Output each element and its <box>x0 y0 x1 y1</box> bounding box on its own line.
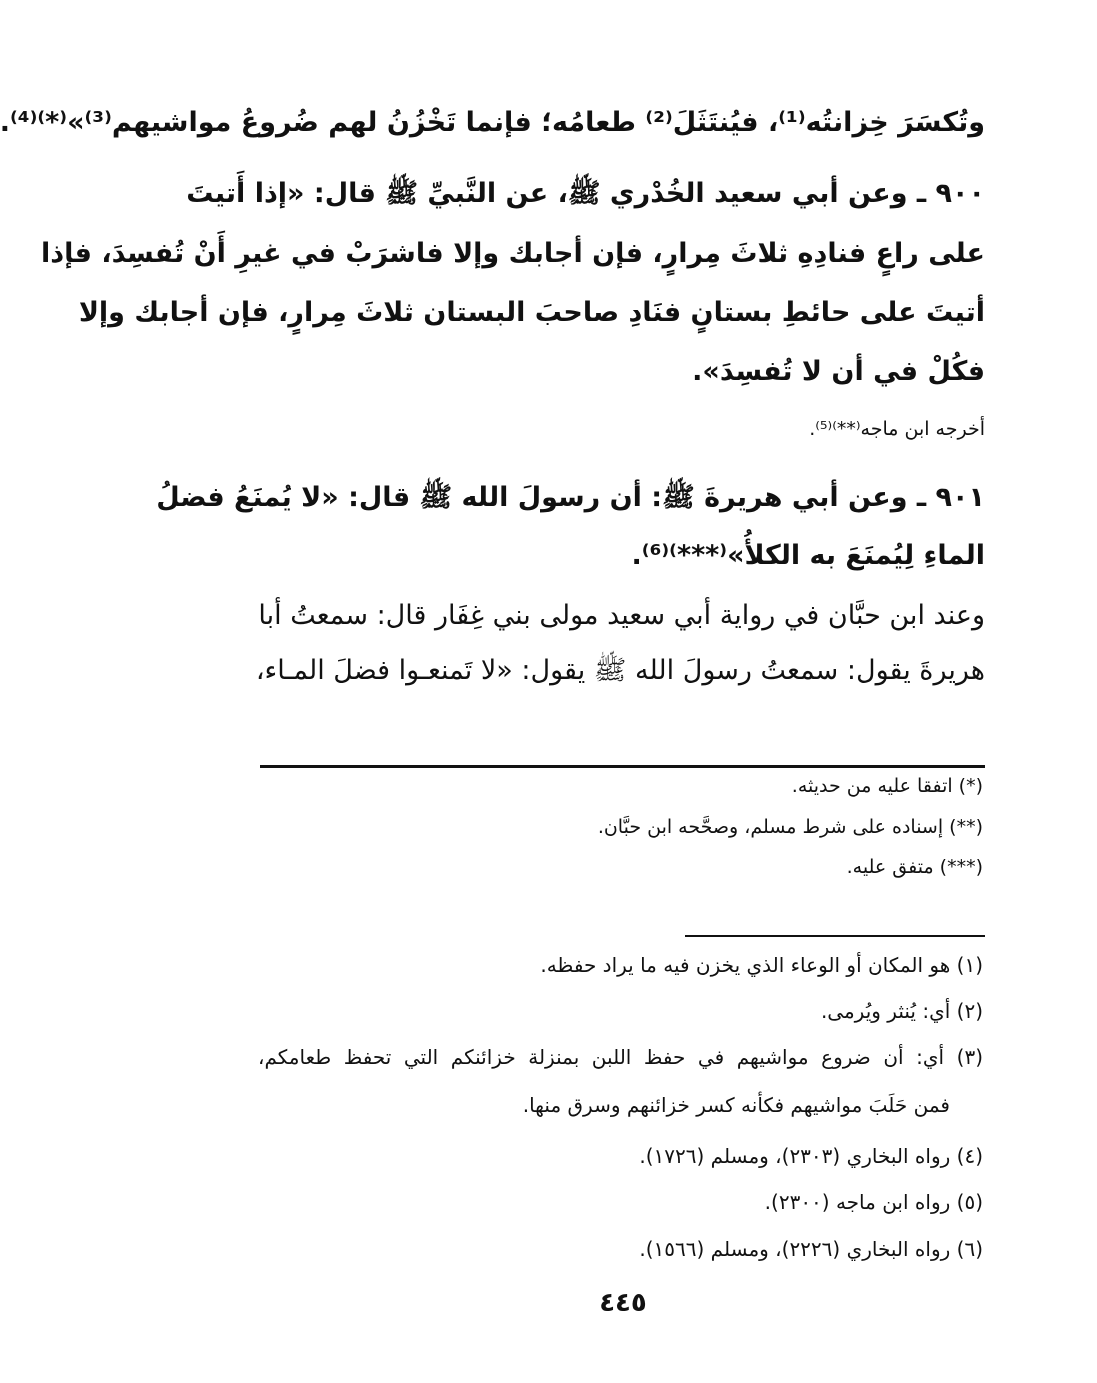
footnote-3-line-2: فمن حَلَبَ مواشيهم فكأنه كسر خزائنهم وسرق منها. <box>522 1093 950 1117</box>
ibn-hibban-line-2: هريرةَ يقول: سمعتُ رسولَ الله ﷺ يقول: «لا تَمنعـوا فضلَ المـاء، <box>255 655 985 686</box>
page-number: ٤٤٥ <box>599 1288 647 1318</box>
hadith-900-source: أخرجه ابن ماجه⁽**⁾⁽⁵⁾. <box>809 418 985 440</box>
footnote-1: (١) هو المكان أو الوعاء الذي يخزن فيه ما يراد حفظه. <box>540 953 983 977</box>
hadith-900-line-3: أتيتَ على حائطِ بستانٍ فنَادِ صاحبَ البستان ثلاثَ مِرارٍ، فإن أجابك وإلا <box>78 297 985 328</box>
hadith-901-line-1: ٩٠١ ـ وعن أبي هريرةَ ﷺ: أن رسولَ الله ﷺ قال: «لا يُمنَعُ فضلُ <box>156 482 985 513</box>
footnote-divider <box>685 935 985 937</box>
hadith-901-line-2: الماءِ لِيُمنَعَ به الكلأُ»⁽***⁾⁽⁶⁾. <box>631 540 985 571</box>
footnote-3-line-1: (٣) أي: أن ضروع مواشيهم في حفظ اللبن بمنزلة خزائنكم التي تحفظ طعامكم، <box>258 1045 983 1069</box>
ibn-hibban-line-1: وعند ابن حبَّان في رواية أبي سعيد مولى بني غِفَار قال: سمعتُ أبا <box>258 600 985 631</box>
hadith-900-line-4: فكُلْ في أن لا تُفسِدَ». <box>692 356 985 387</box>
footnote-4: (٤) رواه البخاري (٢٣٠٣)، ومسلم (١٧٢٦). <box>639 1144 983 1168</box>
footnote-2: (٢) أي: يُنثر ويُرمى. <box>820 999 983 1023</box>
footnote-6: (٦) رواه البخاري (٢٢٢٦)، ومسلم (١٥٦٦). <box>639 1237 983 1261</box>
grading-note-3: (***) متفق عليه. <box>846 856 983 878</box>
grading-divider <box>260 765 985 768</box>
hadith-900-line-1: ٩٠٠ ـ وعن أبي سعيد الخُدْري ﷺ، عن النَّبيِّ ﷺ قال: «إذا أَتيتَ <box>186 178 985 209</box>
grading-note-1: (*) اتفقا عليه من حديثه. <box>791 775 983 797</box>
body-line-1: وتُكسَرَ خِزانتُه⁽¹⁾، فيُنتَثَلَ⁽²⁾ طعامُه؛ فإنما تَخْزُنُ لهم ضُروعُ مواشيهم⁽³⁾»⁽*⁾⁽⁴⁾. <box>0 107 985 138</box>
hadith-900-line-2: على راعٍ فنادِهِ ثلاثَ مِرارٍ، فإن أجابك وإلا فاشرَبْ في غيرِ أَنْ تُفسِدَ، فإذا <box>40 238 985 269</box>
grading-note-2: (**) إسناده على شرط مسلم، وصحَّحه ابن حبَّان. <box>597 816 983 838</box>
footnote-5: (٥) رواه ابن ماجه (٢٣٠٠). <box>764 1190 983 1214</box>
